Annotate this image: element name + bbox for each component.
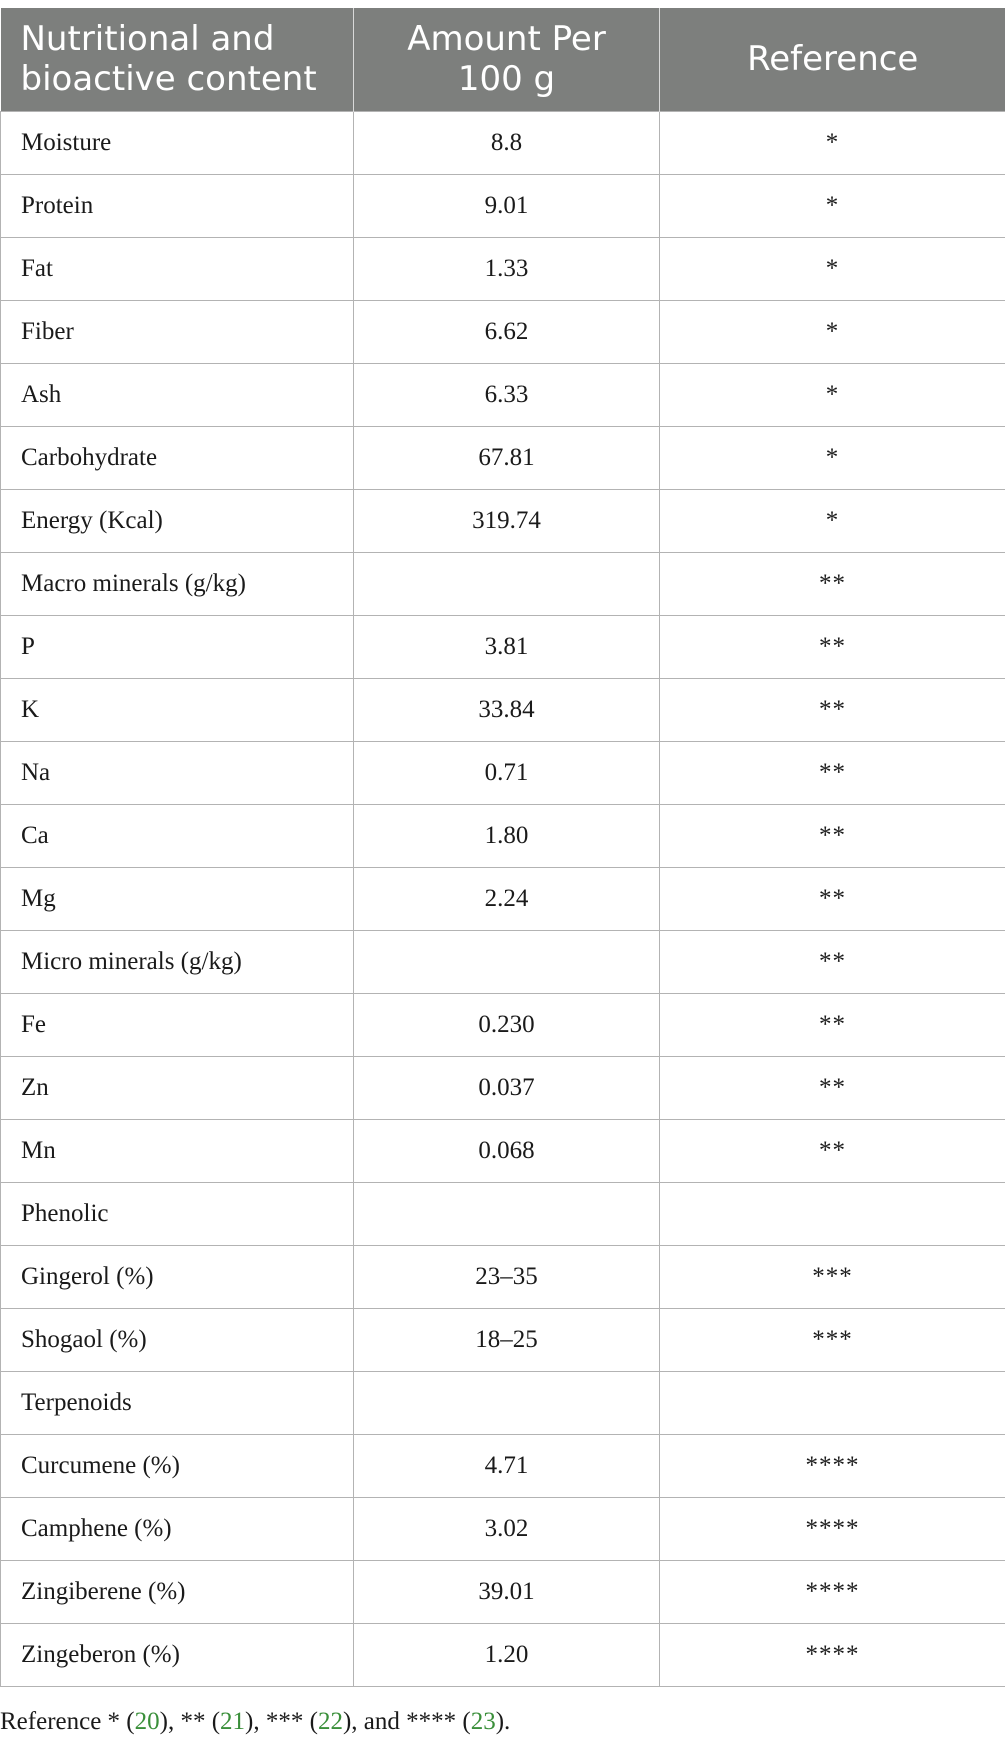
table-row [1, 1371, 1005, 1434]
table-row [1, 993, 1005, 1056]
nutrient-name-cell: Zingiberene (%) [1, 1560, 354, 1623]
nutrient-name-cell: Phenolic [1, 1182, 354, 1245]
reference-cell: * [660, 426, 1005, 489]
header-line: bioactive content [20, 59, 317, 100]
reference-cell: **** [660, 1623, 1005, 1686]
footnote-text: ). [495, 1708, 511, 1735]
reference-cell: **** [660, 1434, 1005, 1497]
nutrient-name-cell: Shogaol (%) [1, 1308, 354, 1371]
table-row [1, 1623, 1005, 1686]
reference-cell [660, 1371, 1005, 1434]
table-row [1, 1434, 1005, 1497]
amount-cell: 18–25 [354, 1308, 660, 1371]
footnote-text: Reference * ( [0, 1708, 135, 1735]
header-line: Reference [747, 39, 919, 80]
nutrient-name-cell: Moisture [1, 111, 354, 174]
amount-cell: 67.81 [354, 426, 660, 489]
nutrient-name-cell: Curcumene (%) [1, 1434, 354, 1497]
table-body [1, 111, 1005, 1686]
footnote-text: ), ** ( [159, 1708, 221, 1735]
amount-cell: 2.24 [354, 867, 660, 930]
table-row [1, 1119, 1005, 1182]
nutrient-name-cell: Carbohydrate [1, 426, 354, 489]
nutrient-name-cell: Zingeberon (%) [1, 1623, 354, 1686]
table-row [1, 741, 1005, 804]
reference-cell: ** [660, 552, 1005, 615]
table-row [1, 1056, 1005, 1119]
reference-cell: * [660, 111, 1005, 174]
amount-cell: 6.33 [354, 363, 660, 426]
amount-cell: 1.33 [354, 237, 660, 300]
table-header [1, 8, 1005, 111]
nutrient-name-cell: Camphene (%) [1, 1497, 354, 1560]
reference-cell: ** [660, 867, 1005, 930]
nutrient-name-cell: Fiber [1, 300, 354, 363]
header-amount [354, 8, 660, 111]
nutrient-name-cell: Ca [1, 804, 354, 867]
table-row [1, 930, 1005, 993]
amount-cell: 1.80 [354, 804, 660, 867]
amount-cell [354, 1182, 660, 1245]
reference-cell: **** [660, 1497, 1005, 1560]
citation-link[interactable]: 22 [317, 1708, 343, 1735]
nutrient-name-cell: Ash [1, 363, 354, 426]
reference-cell [660, 1182, 1005, 1245]
nutrient-name-cell: Terpenoids [1, 1371, 354, 1434]
reference-cell: ** [660, 678, 1005, 741]
nutrient-name-cell: Micro minerals (g/kg) [1, 930, 354, 993]
nutrient-name-cell: Macro minerals (g/kg) [1, 552, 354, 615]
amount-cell: 0.71 [354, 741, 660, 804]
nutrient-name-cell: Gingerol (%) [1, 1245, 354, 1308]
reference-cell: ** [660, 804, 1005, 867]
table-row [1, 174, 1005, 237]
table-row [1, 1182, 1005, 1245]
amount-cell [354, 930, 660, 993]
amount-cell: 1.20 [354, 1623, 660, 1686]
amount-cell: 9.01 [354, 174, 660, 237]
reference-cell: ** [660, 1119, 1005, 1182]
reference-cell: ** [660, 615, 1005, 678]
reference-cell: *** [660, 1245, 1005, 1308]
table-row [1, 426, 1005, 489]
nutrient-name-cell: P [1, 615, 354, 678]
amount-cell: 3.02 [354, 1497, 660, 1560]
nutrient-name-cell: Zn [1, 1056, 354, 1119]
reference-cell: *** [660, 1308, 1005, 1371]
header-line: Amount Per [407, 19, 606, 60]
amount-cell: 0.037 [354, 1056, 660, 1119]
table-footnote [0, 1708, 510, 1736]
table-row [1, 615, 1005, 678]
table-row [1, 1245, 1005, 1308]
reference-cell: ** [660, 930, 1005, 993]
reference-cell: ** [660, 993, 1005, 1056]
nutrition-table-container [0, 8, 1005, 1687]
table-row [1, 237, 1005, 300]
nutrient-name-cell: Fat [1, 237, 354, 300]
reference-cell: ** [660, 1056, 1005, 1119]
header-nutritional-content [1, 8, 354, 111]
nutrient-name-cell: Mn [1, 1119, 354, 1182]
amount-cell [354, 1371, 660, 1434]
reference-cell: ** [660, 741, 1005, 804]
amount-cell: 4.71 [354, 1434, 660, 1497]
header-reference [660, 8, 1005, 111]
reference-cell: * [660, 174, 1005, 237]
nutrient-name-cell: Protein [1, 174, 354, 237]
table-row [1, 867, 1005, 930]
nutrient-name-cell: Na [1, 741, 354, 804]
nutrient-name-cell: Energy (Kcal) [1, 489, 354, 552]
table-row [1, 1308, 1005, 1371]
reference-cell: * [660, 300, 1005, 363]
table-row [1, 300, 1005, 363]
footnote-text: ), and **** ( [342, 1708, 471, 1735]
table-row [1, 1560, 1005, 1623]
amount-cell: 0.068 [354, 1119, 660, 1182]
amount-cell: 0.230 [354, 993, 660, 1056]
reference-cell: **** [660, 1560, 1005, 1623]
amount-cell [354, 552, 660, 615]
amount-cell: 39.01 [354, 1560, 660, 1623]
table-row [1, 111, 1005, 174]
nutrition-table [0, 8, 1005, 1687]
nutrient-name-cell: Mg [1, 867, 354, 930]
table-row [1, 363, 1005, 426]
amount-cell: 8.8 [354, 111, 660, 174]
amount-cell: 33.84 [354, 678, 660, 741]
amount-cell: 319.74 [354, 489, 660, 552]
reference-cell: * [660, 363, 1005, 426]
table-row [1, 552, 1005, 615]
footnote-text: ), *** ( [245, 1708, 318, 1735]
citation-link[interactable]: 20 [134, 1708, 160, 1735]
citation-link[interactable]: 23 [470, 1708, 496, 1735]
table-row [1, 1497, 1005, 1560]
amount-cell: 23–35 [354, 1245, 660, 1308]
amount-cell: 6.62 [354, 300, 660, 363]
citation-link[interactable]: 21 [220, 1708, 246, 1735]
nutrient-name-cell: Fe [1, 993, 354, 1056]
header-line: 100 g [457, 59, 556, 100]
nutrient-name-cell: K [1, 678, 354, 741]
table-row [1, 678, 1005, 741]
amount-cell: 3.81 [354, 615, 660, 678]
table-row [1, 804, 1005, 867]
header-line: Nutritional and [20, 19, 275, 60]
table-row [1, 489, 1005, 552]
reference-cell: * [660, 237, 1005, 300]
reference-cell: * [660, 489, 1005, 552]
